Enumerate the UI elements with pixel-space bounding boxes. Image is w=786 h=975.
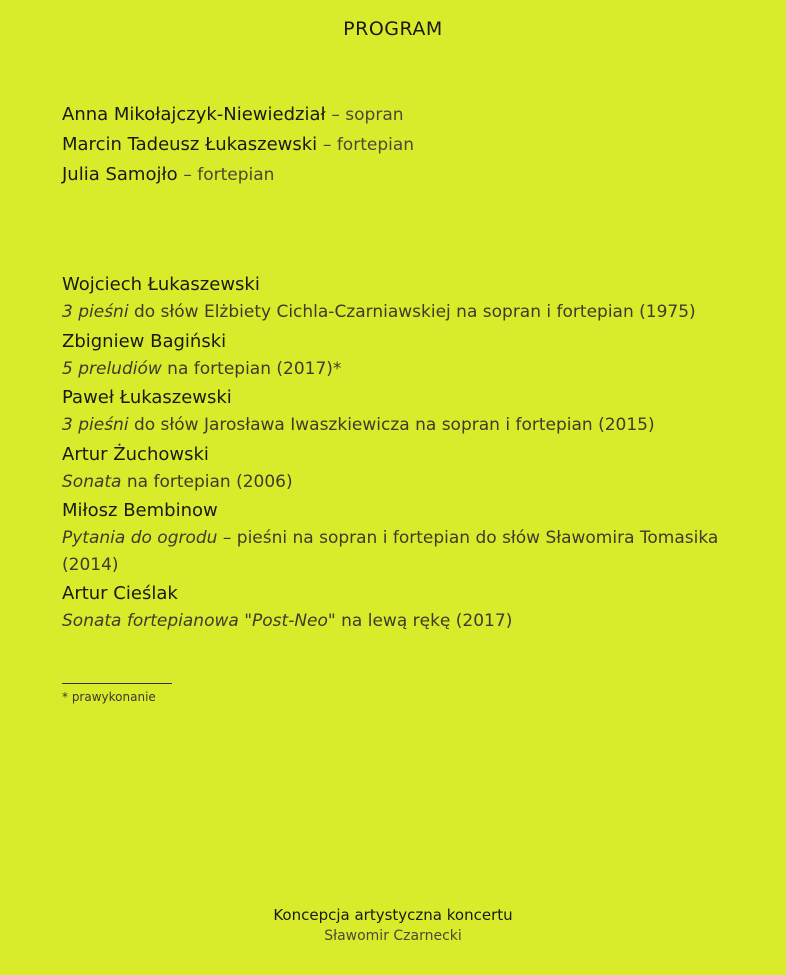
- performer-name: Marcin Tadeusz Łukaszewski: [62, 134, 318, 155]
- work-details: na lewą rękę (2017): [335, 611, 513, 631]
- performer-name: Anna Mikołajczyk-Niewiedział: [62, 104, 326, 125]
- work-description: [62, 412, 752, 439]
- work-title: Sonata fortepianowa "Post-Neo": [62, 611, 336, 631]
- work-title: Sonata: [62, 471, 122, 492]
- credit-name: Sławomir Czarnecki: [324, 928, 462, 944]
- composer-name: Artur Cieślak: [62, 583, 178, 604]
- work-details: do słów Jarosława Iwaszkiewicza na sopran i fortepian (2015): [128, 415, 655, 435]
- composer-name: Miłosz Bembinow: [62, 500, 218, 521]
- page-title: PROGRAM: [343, 18, 443, 40]
- composer-name: Artur Żuchowski: [62, 443, 209, 465]
- performer-role: – fortepian: [183, 165, 275, 185]
- work-title: Pytania do ogrodu: [62, 528, 218, 548]
- work-description: [62, 469, 752, 496]
- performers-list: [62, 100, 414, 190]
- performer-role: – sopran: [331, 105, 404, 125]
- composer-name: Paweł Łukaszewski: [62, 387, 232, 408]
- performer-role: – fortepian: [322, 135, 415, 155]
- performer-name: Julia Samojło: [62, 164, 178, 185]
- work-description: [62, 299, 752, 326]
- work-description: [62, 608, 752, 635]
- work-title: 3 pieśni: [62, 415, 129, 435]
- credit-label: Koncepcja artystyczna koncertu: [273, 906, 513, 924]
- work-details: do słów Elżbiety Cichla-Czarniawskiej na sopran i fortepian (1975): [128, 302, 696, 322]
- work-details: na fortepian (2006): [121, 471, 293, 492]
- performer-item: [62, 160, 414, 190]
- composer-name: Zbigniew Bagiński: [62, 330, 227, 352]
- performer-item: [62, 100, 414, 130]
- work-title: 3 pieśni: [62, 302, 129, 322]
- work-details: na fortepian (2017)*: [161, 358, 342, 379]
- work-description: [62, 356, 752, 383]
- footnote: * prawykonanie: [62, 690, 156, 704]
- work-title: 5 preludiów: [62, 358, 162, 379]
- work-details: – pieśni na sopran i fortepian do słów Sławomira Tomasika (2014): [62, 528, 719, 575]
- works-list: [62, 270, 752, 636]
- performer-item: [62, 130, 414, 160]
- credit-block: [0, 905, 786, 947]
- work-description: [62, 525, 752, 578]
- composer-name: Wojciech Łukaszewski: [62, 274, 260, 295]
- footnote-divider: [62, 683, 172, 684]
